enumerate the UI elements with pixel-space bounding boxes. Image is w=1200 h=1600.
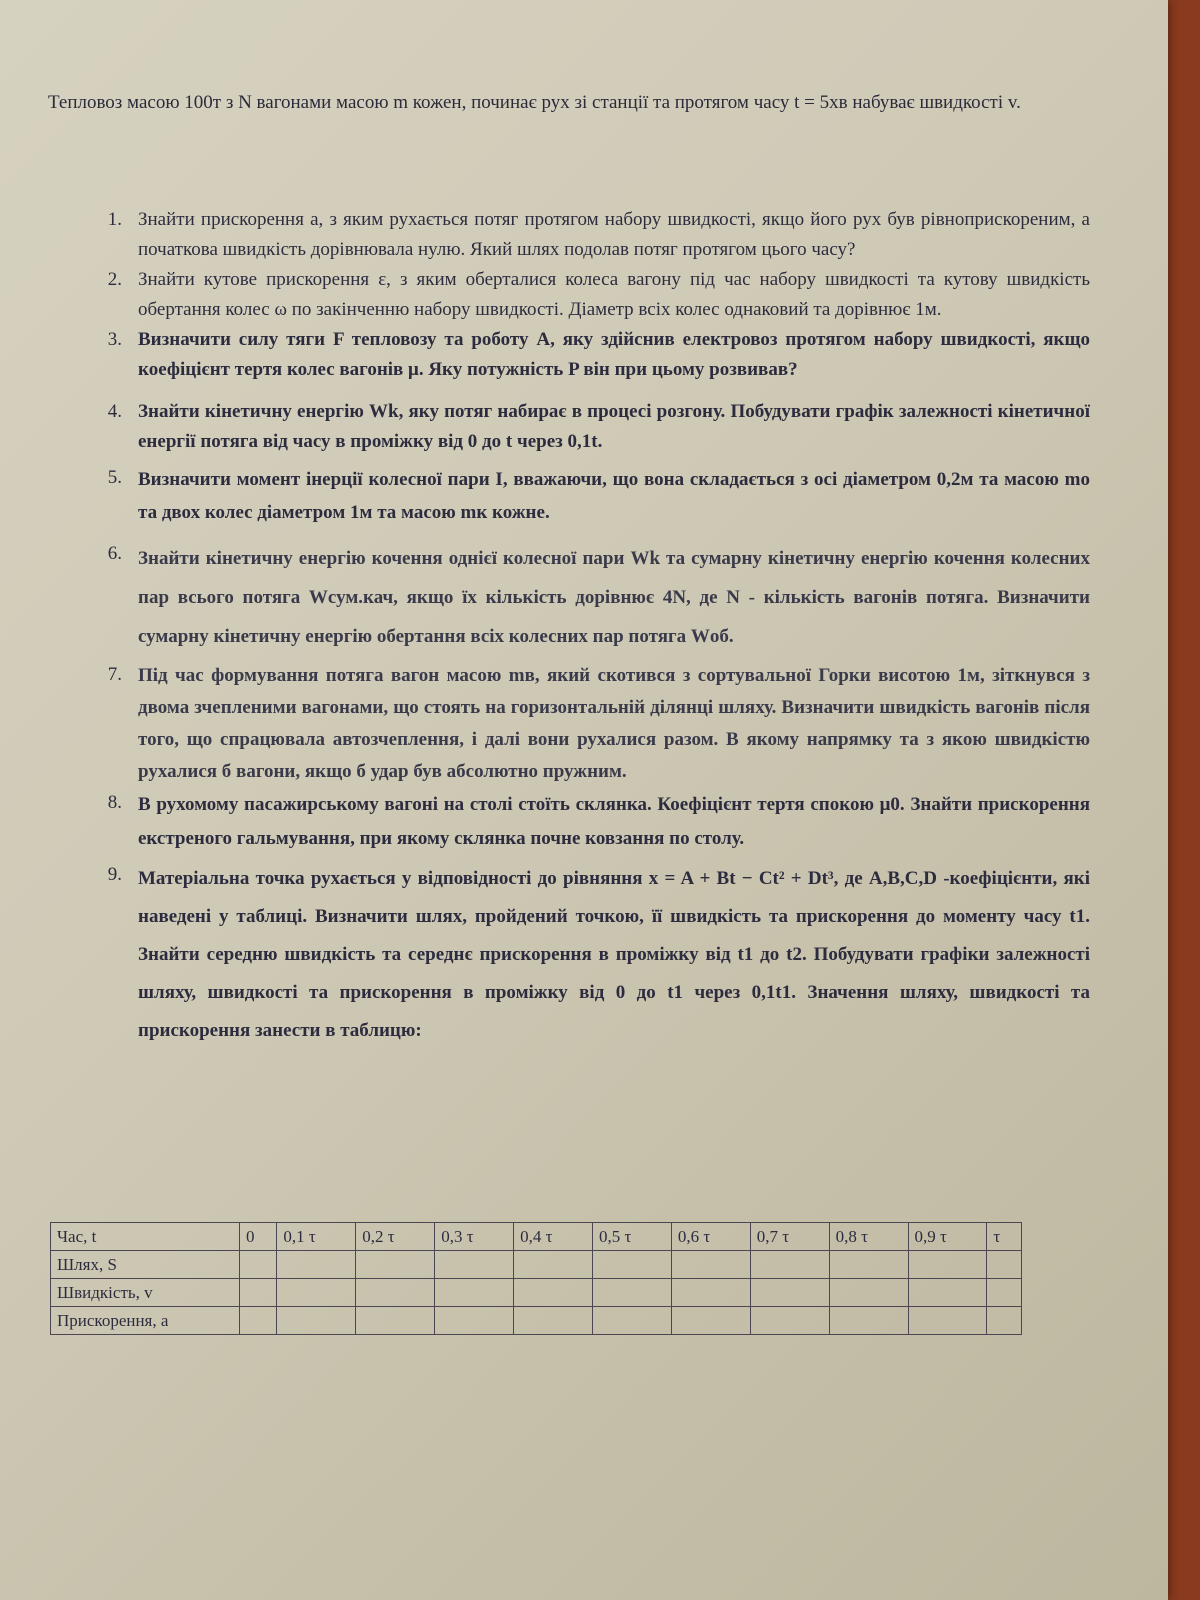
table-cell xyxy=(671,1251,750,1279)
table-cell xyxy=(356,1279,435,1307)
table-cell xyxy=(987,1307,1022,1335)
table-cell xyxy=(277,1307,356,1335)
table-cell xyxy=(240,1307,277,1335)
table-cell xyxy=(514,1307,593,1335)
task-number: 4. xyxy=(107,401,122,422)
task-number: 3. xyxy=(107,329,122,350)
task-item xyxy=(80,205,1090,265)
table-cell xyxy=(435,1279,514,1307)
row-label: Швидкість, v xyxy=(51,1279,240,1307)
table-cell xyxy=(435,1307,514,1335)
task-text: Знайти кінетичну енергію кочення однієї колесної пари Wk та сумарну кінетичну енергію кочення колесних пар всього потяга Wсум.кач, якщо їх кількість дорівнює 4N, де N - кількість вагонів потяга. Визначити сумарну кінетичну енергію обертання всіх колесних пар потяга Wоб. xyxy=(138,548,1090,647)
table-cell xyxy=(514,1251,593,1279)
task-text: Матеріальна точка рухається у відповідності до рівняння x = A + Bt − Ct² + Dt³, де A,B,C,D -коефіцієнти, які наведені у таблиці. Визначити шлях, пройдений точкою, її швидкість та прискорення до моменту часу t1. Знайти середню швидкість та середнє прискорення в проміжку від t1 до t2. Побудувати графіки залежності шляху, швидкості та прискорення в проміжку від 0 до t1 через 0,1t1. Значення шляху, швидкості та прискорення занести в таблицю: xyxy=(138,868,1090,1041)
table-cell xyxy=(514,1279,593,1307)
table-cell xyxy=(829,1251,908,1279)
table-cell xyxy=(829,1307,908,1335)
task-list xyxy=(80,205,1090,1050)
task-item xyxy=(80,860,1090,1050)
table-cell xyxy=(240,1279,277,1307)
table-cell xyxy=(277,1251,356,1279)
table-cell xyxy=(356,1307,435,1335)
table-cell xyxy=(750,1307,829,1335)
task-number: 9. xyxy=(107,864,122,885)
table-header-cell: 0,7 τ xyxy=(750,1223,829,1251)
table-header-cell: 0,5 τ xyxy=(592,1223,671,1251)
task-item xyxy=(80,325,1090,385)
row-label: Шлях, S xyxy=(51,1251,240,1279)
task-text: Знайти кінетичну енергію Wk, яку потяг набирає в процесі розгону. Побудувати графік залежності кінетичної енергії потяга від часу в проміжку від 0 до t через 0,1t. xyxy=(138,401,1090,452)
task-text: В рухомому пасажирському вагоні на столі стоїть склянка. Коефіцієнт тертя спокою μ0. Знайти прискорення екстреного гальмування, при якому склянка почне ковзання по столу. xyxy=(138,794,1090,849)
table-cell xyxy=(908,1307,987,1335)
task-text: Знайти прискорення a, з яким рухається потяг протягом набору швидкості, якщо його рух був рівноприскореним, а початкова швидкість дорівнювала нулю. Який шлях подолав потяг протягом цього часу? xyxy=(138,209,1090,260)
table-cell xyxy=(671,1279,750,1307)
table-row xyxy=(51,1279,1022,1307)
task-item xyxy=(80,788,1090,856)
table-header-cell: Час, t xyxy=(51,1223,240,1251)
table-cell xyxy=(829,1279,908,1307)
task-text: Знайти кутове прискорення ε, з яким оберталися колеса вагону під час набору швидкості та кутову швидкість обертання колес ω по закінченню набору швидкості. Діаметр всіх колес однаковий та дорівнює 1м. xyxy=(138,269,1090,320)
table-cell xyxy=(592,1279,671,1307)
task-item xyxy=(80,397,1090,457)
table-header-cell: 0,6 τ xyxy=(671,1223,750,1251)
table-cell xyxy=(277,1279,356,1307)
task-number: 7. xyxy=(107,664,122,685)
task-item xyxy=(80,265,1090,325)
table-cell xyxy=(592,1307,671,1335)
task-item xyxy=(80,539,1090,656)
table-cell xyxy=(240,1251,277,1279)
table-header-cell: τ xyxy=(987,1223,1022,1251)
row-label: Прискорення, a xyxy=(51,1307,240,1335)
table-cell xyxy=(356,1251,435,1279)
task-number: 1. xyxy=(107,209,122,230)
results-table xyxy=(50,1222,1022,1335)
table-cell xyxy=(750,1251,829,1279)
table-cell xyxy=(671,1307,750,1335)
task-item xyxy=(80,660,1090,788)
table-header-cell: 0,2 τ xyxy=(356,1223,435,1251)
task-text: Під час формування потяга вагон масою mв, який скотився з сортувальної Горки висотою 1м, зіткнувся з двома зчепленими вагонами, що стоять на горизонтальній ділянці шляху. Визначити швидкість вагонів після того, що спрацювала автозчеплення, і далі вони рухалися разом. В якому напрямку та з якою швидкістю рухалися б вагони, якщо б удар був абсолютно пружним. xyxy=(138,665,1090,782)
task-text: Визначити момент інерції колесної пари I, вважаючи, що вона складається з осі діаметром 0,2м та масою mо та двох колес діаметром 1м та масою mк кожне. xyxy=(138,469,1090,523)
task-number: 2. xyxy=(107,269,122,290)
table-header-cell: 0,8 τ xyxy=(829,1223,908,1251)
table-header-cell: 0,9 τ xyxy=(908,1223,987,1251)
table-header-cell: 0,3 τ xyxy=(435,1223,514,1251)
table-cell xyxy=(435,1251,514,1279)
table-row xyxy=(51,1251,1022,1279)
task-number: 8. xyxy=(107,792,122,813)
table-cell xyxy=(750,1279,829,1307)
table-header-cell: 0,4 τ xyxy=(514,1223,593,1251)
table-cell xyxy=(908,1279,987,1307)
table-cell xyxy=(987,1251,1022,1279)
table-header-cell: 0,1 τ xyxy=(277,1223,356,1251)
task-number: 5. xyxy=(107,467,122,488)
table-header-row xyxy=(51,1223,1022,1251)
task-item xyxy=(80,463,1090,529)
task-number: 6. xyxy=(107,543,122,564)
table-row xyxy=(51,1307,1022,1335)
table-cell xyxy=(908,1251,987,1279)
table-header-cell: 0 xyxy=(240,1223,277,1251)
table-cell xyxy=(592,1251,671,1279)
table-cell xyxy=(987,1279,1022,1307)
task-text: Визначити силу тяги F тепловозу та роботу A, яку здійснив електровоз протягом набору швидкості, якщо коефіцієнт тертя колес вагонів μ. Яку потужність P він при цьому розвивав? xyxy=(138,329,1090,380)
problem-intro: Тепловоз масою 100т з N вагонами масою m кожен, починає рух зі станції та протягом часу t = 5хв набуває швидкості v. xyxy=(48,92,1021,113)
